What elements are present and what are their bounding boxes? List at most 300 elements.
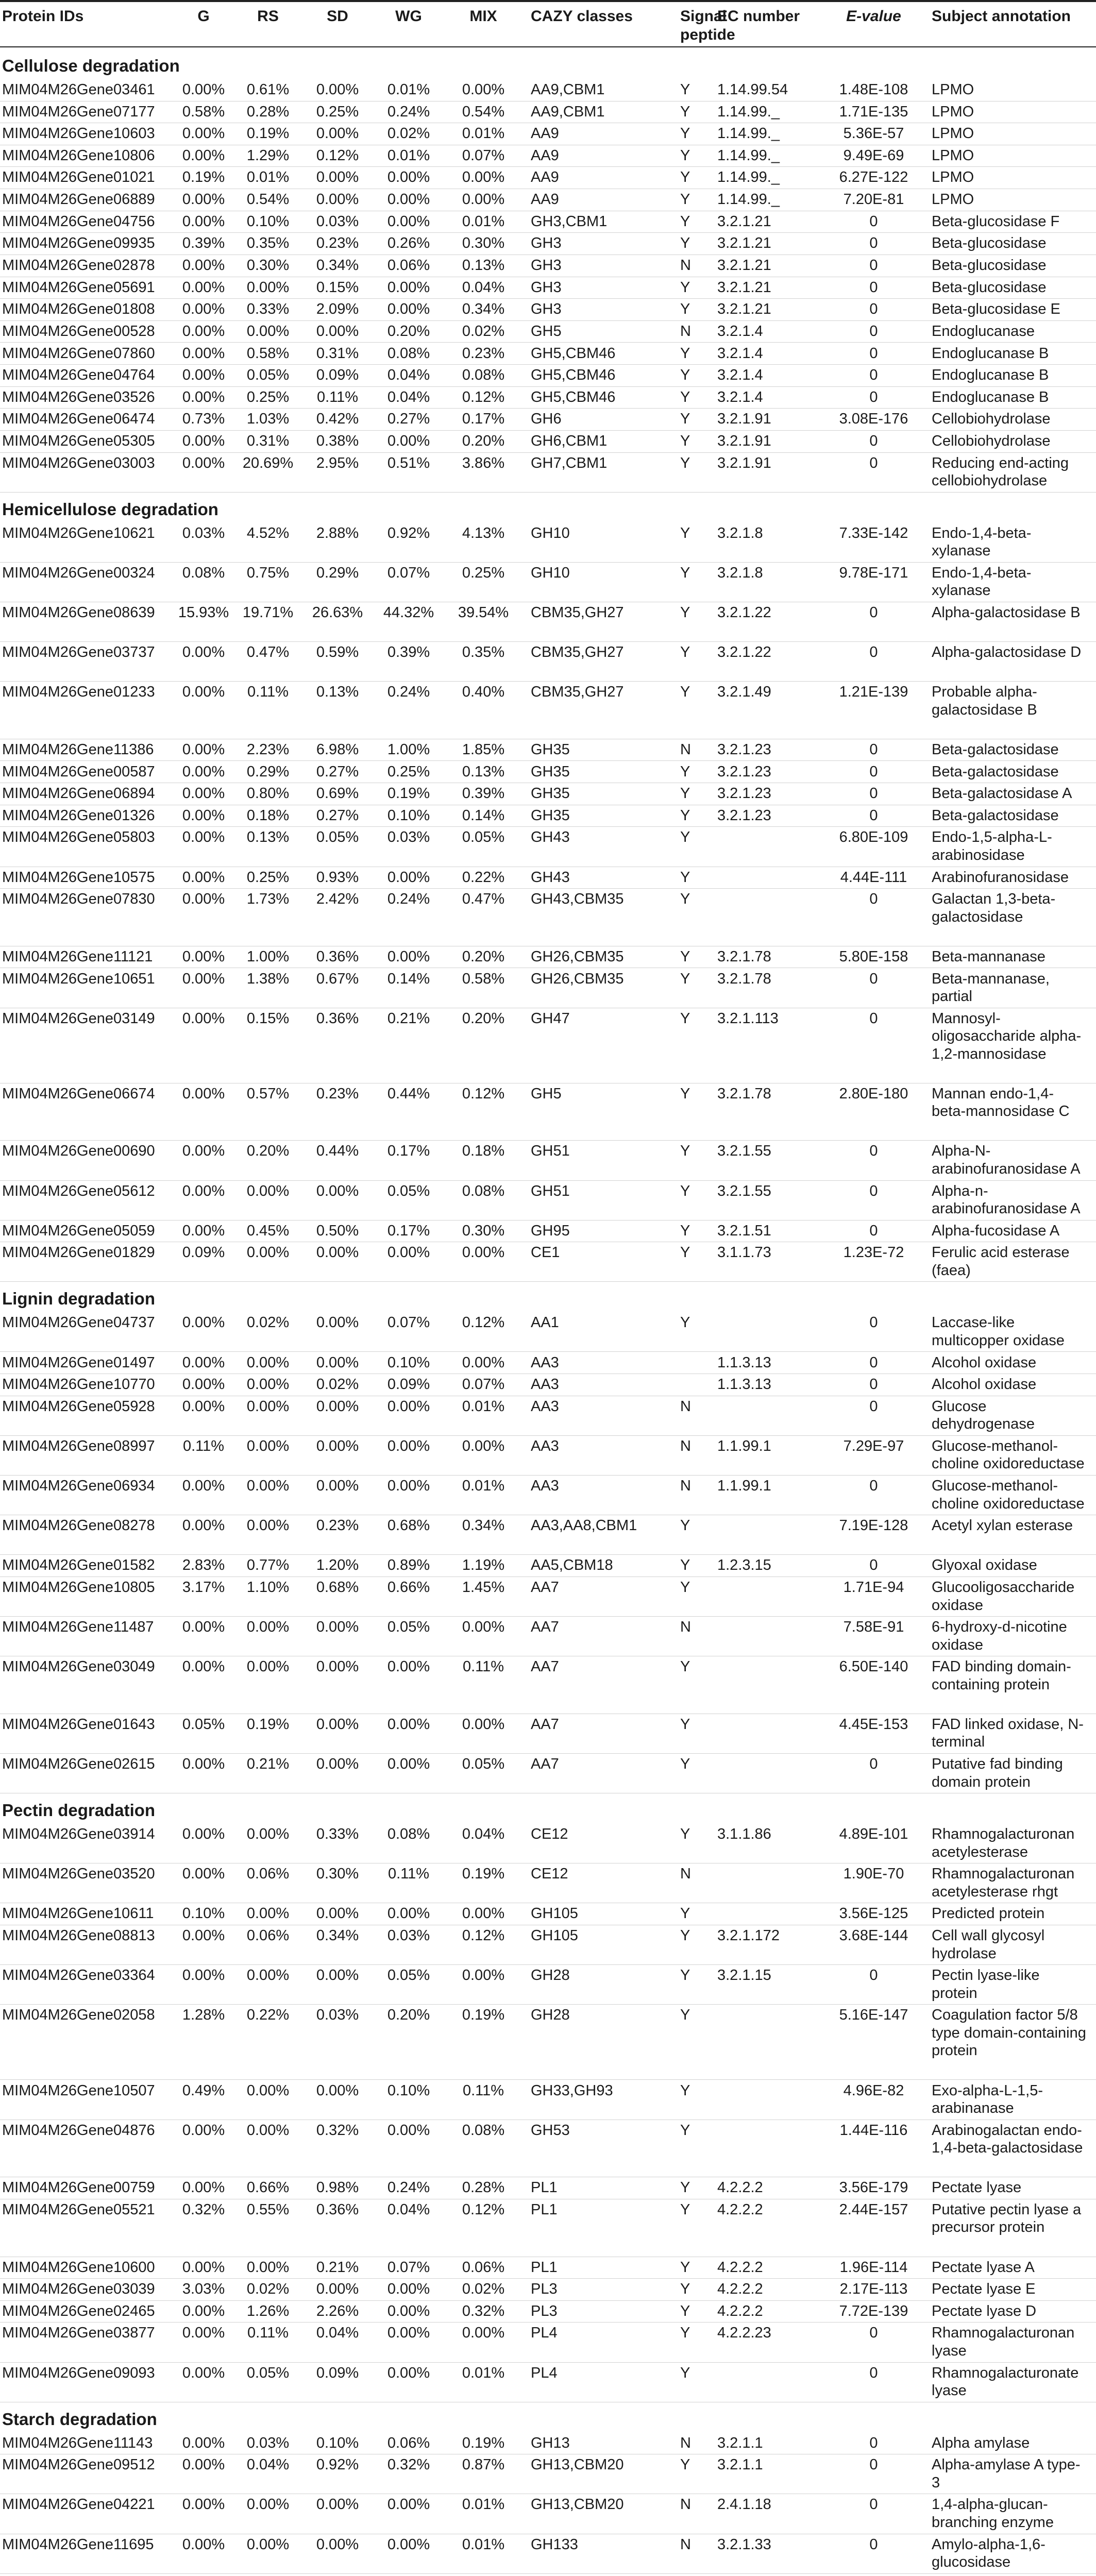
column-header-g: G — [197, 8, 210, 25]
cell-mix: 0.05% — [462, 829, 505, 846]
cell-mix: 0.01% — [462, 125, 505, 142]
cell-cazy: GH51 — [531, 1182, 570, 1199]
cell-id: MIM04M26Gene03003 — [2, 454, 155, 471]
cell-ev: 0 — [869, 644, 878, 661]
cell-sd: 0.23% — [316, 1085, 359, 1102]
cell-id: MIM04M26Gene01021 — [2, 169, 155, 186]
cell-sd: 0.31% — [316, 345, 359, 362]
cell-ev: 0 — [869, 970, 878, 987]
cell-sd: 2.09% — [316, 301, 359, 318]
cell-sig: Y — [680, 1658, 690, 1675]
cell-cazy: GH95 — [531, 1222, 570, 1239]
cell-id: MIM04M26Gene03520 — [2, 1866, 155, 1883]
cell-rs: 0.35% — [246, 235, 290, 252]
cell-sd: 0.00% — [316, 1658, 359, 1675]
cell-rs: 0.00% — [246, 2122, 290, 2139]
cell-g: 0.00% — [182, 2496, 225, 2513]
cell-rs: 0.19% — [246, 1716, 290, 1733]
cell-cazy: PL1 — [531, 2259, 558, 2276]
cell-g: 0.00% — [182, 2364, 225, 2381]
row-divider — [0, 166, 1096, 167]
row-divider — [0, 2300, 1096, 2301]
cell-sig: Y — [680, 2007, 690, 2024]
cell-sig: Y — [680, 2082, 690, 2099]
cell-g: 0.00% — [182, 1756, 225, 1773]
cell-sd: 0.98% — [316, 2179, 359, 2196]
row-divider — [0, 1351, 1096, 1352]
cell-id: MIM04M26Gene11143 — [2, 2434, 153, 2451]
cell-rs: 19.71% — [242, 604, 294, 621]
cell-ev: 4.45E-153 — [839, 1716, 908, 1733]
cell-ev: 0 — [869, 2496, 878, 2513]
cell-sig: Y — [680, 2325, 690, 2342]
cell-sd: 0.11% — [316, 388, 359, 405]
cell-g: 0.00% — [182, 1314, 225, 1331]
cell-id: MIM04M26Gene03737 — [2, 644, 155, 661]
cell-sd: 0.00% — [316, 1182, 359, 1199]
row-divider — [0, 760, 1096, 761]
cell-rs: 0.19% — [246, 125, 290, 142]
cell-g: 0.00% — [182, 2456, 225, 2473]
cell-cazy: GH43 — [531, 869, 570, 886]
cell-cazy: GH43 — [531, 829, 570, 846]
cell-ec: 1.1.99.1 — [717, 1478, 771, 1495]
cell-wg: 0.00% — [387, 2364, 430, 2381]
cell-sd: 0.27% — [316, 807, 359, 824]
cell-cazy: AA7 — [531, 1619, 559, 1636]
cell-cazy: GH3 — [531, 301, 562, 318]
cell-mix: 0.19% — [462, 2434, 505, 2451]
cell-sig: Y — [680, 301, 690, 318]
cell-ann: Mannosyl-oligosaccharide alpha-1,2-mannosidase — [932, 1010, 1082, 1062]
cell-sig: Y — [680, 2122, 690, 2139]
row-divider — [0, 1616, 1096, 1617]
cell-sig: N — [680, 257, 691, 274]
cell-ann: Endoglucanase B — [932, 388, 1049, 405]
cell-mix: 0.12% — [462, 388, 505, 405]
row-divider — [0, 1180, 1096, 1181]
cell-rs: 0.04% — [246, 2456, 290, 2473]
cell-cazy: GH5 — [531, 323, 562, 340]
cell-ann: Endoglucanase B — [932, 345, 1049, 362]
cell-rs: 0.00% — [246, 323, 290, 340]
cell-ann: Beta-glucosidase F — [932, 213, 1060, 230]
cell-cazy: AA3 — [531, 1376, 559, 1393]
cell-id: MIM04M26Gene10611 — [2, 1905, 154, 1922]
cell-ec: 3.2.1.21 — [717, 257, 771, 274]
cell-wg: 0.66% — [387, 1579, 430, 1596]
cell-id: MIM04M26Gene02615 — [2, 1756, 155, 1773]
cell-ann: LPMO — [932, 191, 974, 208]
cell-ann: Mannan endo-1,4-beta-mannosidase C — [932, 1085, 1070, 1120]
cell-g: 0.00% — [182, 1010, 225, 1027]
cell-g: 0.00% — [182, 433, 225, 450]
cell-ev: 1.71E-94 — [843, 1579, 904, 1596]
cell-cazy: GH43,CBM35 — [531, 891, 624, 908]
cell-rs: 0.00% — [246, 1658, 290, 1675]
cell-mix: 0.08% — [462, 367, 505, 384]
cell-g: 0.00% — [182, 1658, 225, 1675]
cell-g: 0.00% — [182, 1182, 225, 1199]
cell-id: MIM04M26Gene01808 — [2, 301, 155, 318]
cell-id: MIM04M26Gene00528 — [2, 323, 155, 340]
cell-rs: 0.58% — [246, 345, 290, 362]
cell-sig: Y — [680, 524, 690, 541]
cell-mix: 0.35% — [462, 644, 505, 661]
cell-ev: 0 — [869, 604, 878, 621]
cell-mix: 0.12% — [462, 1085, 505, 1102]
row-divider — [0, 826, 1096, 827]
cell-id: MIM04M26Gene11121 — [2, 948, 153, 965]
cell-id: MIM04M26Gene10806 — [2, 147, 155, 164]
cell-wg: 0.92% — [387, 524, 430, 541]
cell-wg: 0.24% — [387, 2179, 430, 2196]
cell-sig: Y — [680, 2456, 690, 2473]
row-divider — [0, 1140, 1096, 1141]
cell-cazy: GH133 — [531, 2536, 578, 2553]
cell-rs: 0.00% — [246, 2259, 290, 2276]
cell-ann: Beta-galactosidase — [932, 741, 1059, 758]
cell-ann: Reducing end-acting cellobiohydrolase — [932, 454, 1069, 489]
cell-rs: 0.00% — [246, 1826, 290, 1843]
cell-sig: Y — [680, 1967, 690, 1984]
cell-rs: 4.52% — [246, 524, 290, 541]
cell-wg: 0.00% — [387, 1905, 430, 1922]
cell-cazy: GH28 — [531, 2007, 570, 2024]
cell-wg: 0.00% — [387, 1437, 430, 1454]
cell-sig: Y — [680, 970, 690, 987]
cell-sd: 0.36% — [316, 948, 359, 965]
cell-sd: 0.00% — [316, 1619, 359, 1636]
cell-mix: 39.54% — [458, 604, 509, 621]
cell-cazy: GH53 — [531, 2122, 570, 2139]
cell-rs: 0.21% — [246, 1756, 290, 1773]
cell-cazy: GH10 — [531, 524, 570, 541]
cell-ann: 1,4-alpha-glucan-branching enzyme — [932, 2496, 1054, 2531]
cell-rs: 0.57% — [246, 1085, 290, 1102]
cell-g: 0.00% — [182, 191, 225, 208]
cell-g: 0.03% — [182, 524, 225, 541]
cell-sig: Y — [680, 345, 690, 362]
cell-g: 0.00% — [182, 829, 225, 846]
cell-ev: 1.23E-72 — [843, 1244, 904, 1261]
cell-id: MIM04M26Gene01643 — [2, 1716, 155, 1733]
cell-g: 0.00% — [182, 1517, 225, 1534]
cell-mix: 0.34% — [462, 301, 505, 318]
cell-g: 0.08% — [182, 564, 225, 581]
cell-ann: Pectate lyase E — [932, 2281, 1036, 2298]
cell-wg: 0.24% — [387, 103, 430, 120]
cell-ev: 4.44E-111 — [840, 869, 907, 886]
cell-cazy: GH7,CBM1 — [531, 454, 608, 471]
cell-g: 0.39% — [182, 235, 225, 252]
cell-ev: 0 — [869, 1222, 878, 1239]
cell-cazy: AA9 — [531, 191, 559, 208]
cell-cazy: CBM35,GH27 — [531, 684, 624, 701]
cell-ev: 0 — [869, 2364, 878, 2381]
cell-rs: 0.77% — [246, 1557, 290, 1574]
cell-ann: Rhamnogalacturonan acetylesterase rhgt — [932, 1866, 1075, 1900]
cell-cazy: AA3 — [531, 1398, 559, 1415]
row-divider — [0, 2362, 1096, 2363]
cell-sd: 0.00% — [316, 2281, 359, 2298]
cell-id: MIM04M26Gene02465 — [2, 2302, 155, 2319]
cell-id: MIM04M26Gene00587 — [2, 763, 155, 780]
cell-ann: Beta-glucosidase — [932, 279, 1047, 296]
cell-cazy: AA9,CBM1 — [531, 81, 605, 98]
cell-sd: 0.03% — [316, 2007, 359, 2024]
cell-ec: 4.2.2.23 — [717, 2325, 771, 2342]
cell-sig: N — [680, 1478, 691, 1495]
cell-sd: 2.88% — [316, 524, 359, 541]
cell-wg: 0.00% — [387, 1398, 430, 1415]
cell-cazy: CE12 — [531, 1826, 568, 1843]
column-header-cazy: CAZY classes — [531, 8, 633, 25]
cell-mix: 0.00% — [462, 1437, 505, 1454]
cell-cazy: GH13,CBM20 — [531, 2496, 624, 2513]
cell-ann: Probable alpha-galactosidase B — [932, 684, 1037, 718]
cell-id: MIM04M26Gene06894 — [2, 785, 155, 802]
cell-mix: 0.00% — [462, 1967, 505, 1984]
cell-sd: 0.36% — [316, 2201, 359, 2218]
cell-mix: 0.11% — [462, 1658, 504, 1675]
cell-wg: 1.00% — [387, 741, 430, 758]
cell-id: MIM04M26Gene09935 — [2, 235, 155, 252]
cell-ec: 3.2.1.1 — [717, 2434, 763, 2451]
cell-sd: 2.26% — [316, 2302, 359, 2319]
cell-cazy: AA7 — [531, 1579, 559, 1596]
cell-wg: 0.03% — [387, 1927, 430, 1944]
row-divider — [0, 681, 1096, 682]
cell-ev: 5.16E-147 — [839, 2007, 908, 2024]
cell-wg: 0.08% — [387, 345, 430, 362]
cell-g: 0.00% — [182, 2179, 225, 2196]
cell-g: 0.19% — [182, 169, 225, 186]
cell-ec: 3.2.1.33 — [717, 2536, 771, 2553]
cell-ann: Rhamnogalacturonate lyase — [932, 2364, 1079, 2399]
cell-wg: 0.27% — [387, 411, 430, 428]
cell-wg: 0.07% — [387, 2259, 430, 2276]
cell-mix: 0.12% — [462, 1314, 505, 1331]
cell-cazy: GH6,CBM1 — [531, 433, 608, 450]
cell-sd: 0.00% — [316, 2082, 359, 2099]
cell-rs: 0.00% — [246, 1244, 290, 1261]
cell-ec: 3.2.1.49 — [717, 684, 771, 701]
cell-ec: 3.2.1.4 — [717, 323, 763, 340]
cell-id: MIM04M26Gene10805 — [2, 1579, 155, 1596]
cell-cazy: AA5,CBM18 — [531, 1557, 613, 1574]
cell-wg: 0.00% — [387, 1478, 430, 1495]
cell-g: 0.00% — [182, 1222, 225, 1239]
cell-sig: N — [680, 2496, 691, 2513]
row-divider — [0, 386, 1096, 387]
cell-id: MIM04M26Gene05305 — [2, 433, 155, 450]
cell-rs: 1.38% — [246, 970, 290, 987]
cell-g: 0.00% — [182, 869, 225, 886]
cell-mix: 0.00% — [462, 1244, 505, 1261]
cell-wg: 0.00% — [387, 1716, 430, 1733]
cell-id: MIM04M26Gene03049 — [2, 1658, 155, 1675]
cell-mix: 0.30% — [462, 1222, 505, 1239]
cell-wg: 0.01% — [387, 81, 430, 98]
cell-sd: 0.00% — [316, 1967, 359, 1984]
cell-ec: 3.2.1.8 — [717, 524, 763, 541]
cell-mix: 0.07% — [462, 1376, 505, 1393]
cell-ev: 0 — [869, 2434, 878, 2451]
cell-sd: 0.03% — [316, 213, 359, 230]
cell-ev: 0 — [869, 1756, 878, 1773]
row-divider — [0, 452, 1096, 453]
cell-sig: Y — [680, 147, 690, 164]
cell-wg: 0.05% — [387, 1182, 430, 1199]
cell-ann: LPMO — [932, 81, 974, 98]
row-divider — [0, 232, 1096, 233]
cell-sig: Y — [680, 1716, 690, 1733]
cell-ann: Predicted protein — [932, 1905, 1045, 1922]
cell-id: MIM04M26Gene01829 — [2, 1244, 155, 1261]
cell-sd: 0.00% — [316, 1905, 359, 1922]
cell-ev: 0 — [869, 257, 878, 274]
cell-wg: 0.32% — [387, 2456, 430, 2473]
cell-rs: 1.10% — [246, 1579, 290, 1596]
cell-ann: Beta-glucosidase — [932, 235, 1047, 252]
cell-rs: 0.31% — [246, 433, 290, 450]
cell-sd: 0.23% — [316, 235, 359, 252]
cell-g: 0.00% — [182, 147, 225, 164]
cell-rs: 0.80% — [246, 785, 290, 802]
row-divider — [0, 2573, 1096, 2574]
cell-ec: 3.2.1.15 — [717, 1967, 771, 1984]
cell-ev: 7.29E-97 — [843, 1437, 904, 1454]
cell-ec: 3.2.1.78 — [717, 948, 771, 965]
cell-sig: N — [680, 741, 691, 758]
cell-sd: 0.67% — [316, 970, 359, 987]
cell-ev: 4.96E-82 — [843, 2082, 904, 2099]
cell-sd: 0.00% — [316, 1314, 359, 1331]
cell-id: MIM04M26Gene10507 — [2, 2082, 155, 2099]
cell-g: 0.00% — [182, 1967, 225, 1984]
cell-ev: 0 — [869, 1967, 878, 1984]
row-divider — [0, 2004, 1096, 2005]
cell-wg: 0.09% — [387, 1376, 430, 1393]
cell-cazy: GH28 — [531, 1967, 570, 1984]
cell-sig: Y — [680, 785, 690, 802]
cell-wg: 0.04% — [387, 388, 430, 405]
cell-rs: 0.30% — [246, 257, 290, 274]
cell-cazy: GH35 — [531, 785, 570, 802]
cell-sig: N — [680, 2536, 691, 2553]
cell-sd: 6.98% — [316, 741, 359, 758]
cell-cazy: AA7 — [531, 1658, 559, 1675]
cell-mix: 0.08% — [462, 2122, 505, 2139]
cell-wg: 0.07% — [387, 1314, 430, 1331]
cell-wg: 0.20% — [387, 2007, 430, 2024]
cell-id: MIM04M26Gene01326 — [2, 807, 155, 824]
section-heading: Cellulose degradation — [2, 56, 180, 75]
cell-sd: 0.09% — [316, 367, 359, 384]
cell-ec: 1.1.3.13 — [717, 1376, 771, 1393]
section-heading: Pectin degradation — [2, 1801, 156, 1820]
cell-mix: 0.04% — [462, 279, 505, 296]
cell-g: 0.00% — [182, 1354, 225, 1371]
cell-mix: 0.13% — [462, 763, 505, 780]
cell-ev: 0 — [869, 323, 878, 340]
cell-ann: Endoglucanase — [932, 323, 1035, 340]
cell-cazy: GH33,GH93 — [531, 2082, 613, 2099]
row-divider — [0, 1964, 1096, 1965]
cell-id: MIM04M26Gene10770 — [2, 1376, 155, 1393]
cell-rs: 1.03% — [246, 411, 290, 428]
cell-sig: Y — [680, 644, 690, 661]
cell-mix: 0.39% — [462, 785, 505, 802]
cell-wg: 0.10% — [387, 807, 430, 824]
cell-g: 0.00% — [182, 1478, 225, 1495]
cell-g: 0.00% — [182, 1376, 225, 1393]
cell-wg: 0.00% — [387, 2496, 430, 2513]
cell-ec: 3.2.1.22 — [717, 644, 771, 661]
cell-ev: 3.08E-176 — [839, 411, 908, 428]
cell-rs: 0.00% — [246, 1619, 290, 1636]
cell-mix: 0.00% — [462, 169, 505, 186]
cell-id: MIM04M26Gene03914 — [2, 1826, 155, 1843]
cell-ev: 0 — [869, 301, 878, 318]
row-divider — [0, 2079, 1096, 2080]
cell-sig: N — [680, 2434, 691, 2451]
cell-cazy: GH35 — [531, 741, 570, 758]
cell-g: 0.00% — [182, 1927, 225, 1944]
cell-rs: 0.03% — [246, 2434, 290, 2451]
cell-mix: 0.07% — [462, 147, 505, 164]
cell-cazy: GH47 — [531, 1010, 570, 1027]
cell-ec: 3.2.1.55 — [717, 1182, 771, 1199]
cell-sd: 0.50% — [316, 1222, 359, 1239]
column-header-signal: Signal peptide — [680, 8, 735, 43]
cell-sig: N — [680, 1619, 691, 1636]
cell-sig: Y — [680, 604, 690, 621]
cell-wg: 0.21% — [387, 1010, 430, 1027]
cell-sig: Y — [680, 191, 690, 208]
cell-ec: 3.2.1.21 — [717, 301, 771, 318]
cell-g: 0.00% — [182, 2122, 225, 2139]
cell-wg: 0.07% — [387, 564, 430, 581]
cell-wg: 0.08% — [387, 1826, 430, 1843]
row-divider — [0, 320, 1096, 321]
cell-cazy: GH5 — [531, 1085, 562, 1102]
cell-id: MIM04M26Gene06474 — [2, 411, 155, 428]
cell-cazy: GH5,CBM46 — [531, 345, 616, 362]
row-divider — [0, 364, 1096, 365]
cell-sd: 0.36% — [316, 1010, 359, 1027]
cell-rs: 0.54% — [246, 191, 290, 208]
cell-id: MIM04M26Gene03461 — [2, 81, 155, 98]
cell-ann: Laccase-like multicopper oxidase — [932, 1314, 1065, 1349]
cell-id: MIM04M26Gene06934 — [2, 1478, 155, 1495]
cell-cazy: AA9 — [531, 147, 559, 164]
cell-g: 0.00% — [182, 323, 225, 340]
cell-sd: 0.00% — [316, 1437, 359, 1454]
cell-sd: 0.68% — [316, 1579, 359, 1596]
cell-ev: 4.89E-101 — [839, 1826, 908, 1843]
row-divider — [0, 1554, 1096, 1555]
cell-sd: 0.00% — [316, 81, 359, 98]
cell-mix: 0.20% — [462, 433, 505, 450]
cell-rs: 20.69% — [242, 454, 294, 471]
cell-mix: 0.01% — [462, 1398, 505, 1415]
cell-ev: 7.33E-142 — [839, 524, 908, 541]
cell-wg: 0.04% — [387, 2201, 430, 2218]
cell-ev: 1.21E-139 — [839, 684, 908, 701]
cell-id: MIM04M26Gene07860 — [2, 345, 155, 362]
